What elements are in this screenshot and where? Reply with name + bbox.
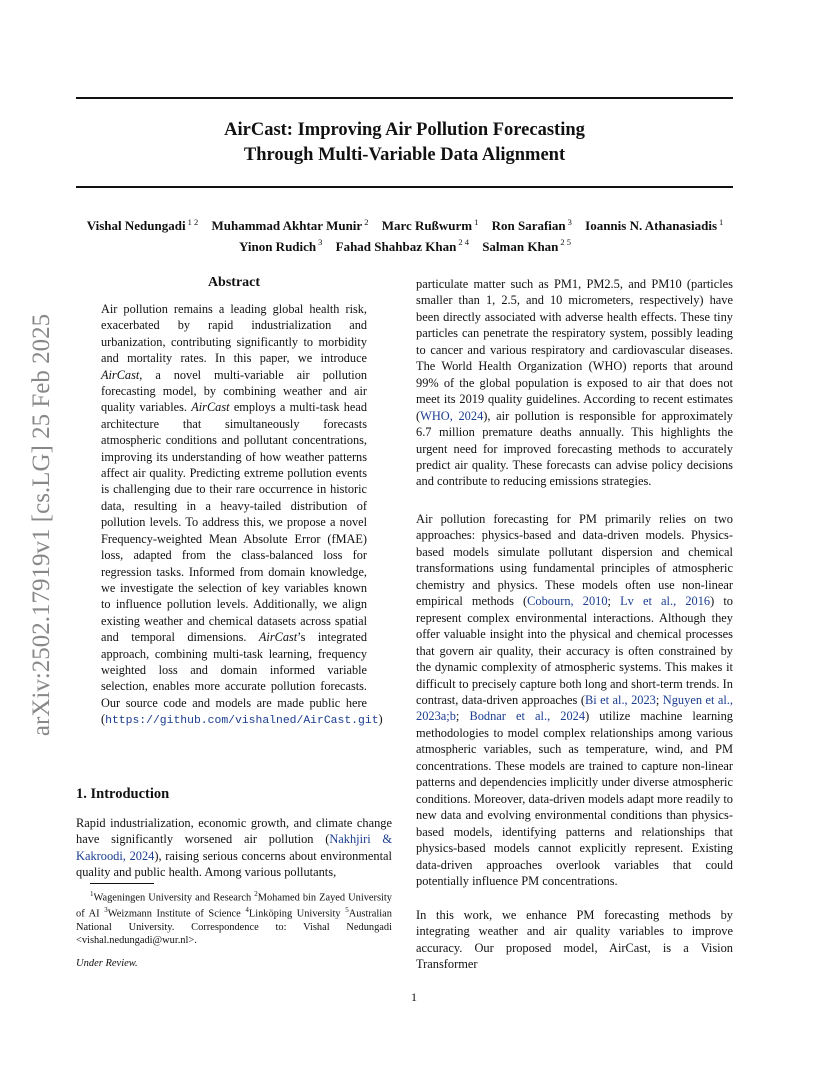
abstract-part: employs a multi-task head architecture that simultaneously forecasts atmospheric conditions and pollutant concentrations, improving its understanding of how weather patterns affect air quality. Predicting extreme pollution events is challenging due to their rare occurrence in historic data, resulting in a heavy-tailed distribution of pollution levels. To address this, we propose a novel Frequency-weighted Mean Absolute Error (fMAE) loss, adapted from the class-balanced loss for regression tasks. Informed from domain knowledge, we investigate the selection of key variables known to influence pollution levels. Additionally, we align existing weather and chemical datasets across spatial and temporal dimensions. <box>101 400 367 645</box>
author-affiliation: 2 5 <box>560 237 572 248</box>
author <box>585 218 723 233</box>
section-heading-introduction: 1. Introduction <box>76 786 170 802</box>
citation-link[interactable]: Cobourn, 2010 <box>527 594 608 609</box>
abstract-heading: Abstract <box>207 275 261 290</box>
title-bottom-rule <box>76 186 733 188</box>
model-name: AirCast <box>258 630 298 645</box>
arxiv-stamp-text: arXiv:2502.17919v1 [cs.LG] 25 Feb 2025 <box>28 313 55 737</box>
author <box>382 218 479 233</box>
model-name: AirCast <box>191 400 230 415</box>
author <box>482 239 571 254</box>
citation-link[interactable]: Lv et al., 2016 <box>620 594 711 609</box>
citation-link[interactable]: Bodnar et al., 2024 <box>469 709 586 724</box>
paragraph: In this work, we enhance PM forecasting methods by integrating weather and air quality variables to improve accuracy. Our proposed model, AirCast, is a Vision Transformer <box>416 908 733 972</box>
author-name: Marc Rußwurm <box>381 218 473 234</box>
author-affiliation: 1 <box>474 217 479 227</box>
author-affiliation: 2 4 <box>458 237 469 248</box>
footnote-rule <box>90 883 154 884</box>
author <box>87 218 198 233</box>
intro-part: ), raising serious concerns about environmental quality and public health. Among various pollutants, <box>76 848 392 880</box>
affiliations-footnote: $^1$Wageningen University and Research $^2$Mohamed bin Zayed University of AI $^3$Weizmann Institute of Science $^4$Linköping University $^5$Australian National University. Correspondence to: Vishal Nedungadi <vishal.nedungadi@wur.nl>. <box>76 890 392 946</box>
paragraph: Air pollution forecasting for PM primarily relies on two approaches: physics-based and data-driven models. Physics-based models simulate pollutant dispersion and chemical transformations using fundamental principles of atmospheric chemistry and physics. These models often use non-linear empirical methods (Cobourn, 2010; Lv et al., 2016) to represent complex environmental interactions. Although they offer valuable insight into the physical and chemical processes that govern air quality, their accuracy is often constrained by the dynamic complexity of atmospheric systems. This makes it difficult to precisely capture both long and short-term trends. In contrast, data-driven approaches (Bi et al., 2023; Nguyen et al., 2023a;b; Bodnar et al., 2024) utilize machine learning methodologies to model complex relationships among various atmospheric variables, such as temperature, wind, and PM concentrations. These models are trained to capture non-linear patterns and dependencies implicitly under diverse atmospheric conditions. Moreover, data-driven models adapt more readily to new data and evolving environmental conditions than physics-based models, identifying patterns and relationships that physics-based models cannot explicitly represent. Existing data-driven approaches overlook variables that could potentially influence PM concentrations. <box>416 512 733 888</box>
model-name: AirCast <box>101 367 140 382</box>
author-name: Vishal Nedungadi <box>86 218 186 234</box>
introduction-text <box>76 815 392 881</box>
author-name: Yinon Rudich <box>238 238 317 254</box>
author-name: Salman Khan <box>482 238 559 254</box>
abstract-part: Air pollution remains a leading global health risk, exacerbated by rapid industrialization and urbanization, contributing significantly to morbidity and mortality rates. In this paper, we introduce <box>101 302 367 366</box>
author-list <box>60 214 750 255</box>
author-affiliation: 2 <box>364 217 369 227</box>
author-name: Ron Sarafian <box>491 218 566 234</box>
paragraph: particulate matter such as PM1, PM2.5, and PM10 (particles smaller than 1, 2.5, and 10 micrometers, respectively) have been directly associated with adverse health effects. These tiny particles can penetrate the respiratory system, possibly leading to cancer and various respiratory and cardiovascular diseases. The World Health Organization (WHO) reports that around 99% of the global population is exposed to air that does not meet its 2019 quality guidelines. According to recent estimates (WHO, 2024), air pollution is responsible for approximately 6.7 million premature deaths annually. This highlights the urgent need for improved forecasting methods to accurately predict air quality. These forecasts can advise policy decisions and contribute to reducing emissions strategies. <box>416 277 733 489</box>
paper-title <box>76 118 733 168</box>
author <box>492 218 572 233</box>
author-affiliation: 3 <box>567 217 572 227</box>
author-name: Muhammad Akhtar Munir <box>211 218 363 234</box>
abstract-part: , a novel multi-variable air pollution forecasting model, by combining weather and air quality variables. <box>101 367 367 415</box>
abstract-part: ’s integrated approach, combining multi-task learning, frequency weighted loss and domain informed variable selection, enables more accurate pollution forecasts. Our source code and models are made public here ( <box>101 630 367 727</box>
top-rule <box>76 97 733 99</box>
citation-link[interactable]: WHO, 2024 <box>420 408 484 423</box>
author-affiliation: 3 <box>318 237 323 248</box>
abstract-part: ) <box>378 712 383 727</box>
author-name: Ioannis N. Athanasiadis <box>585 218 718 234</box>
author-affiliation: 1 2 <box>187 217 199 227</box>
source-code-link[interactable]: https://github.com/vishalned/AirCast.git <box>105 715 379 728</box>
page-number: 1 <box>411 990 417 1004</box>
abstract-text <box>101 301 383 730</box>
citation-link[interactable]: Nakhjiri & Kakroodi, 2024 <box>76 832 392 863</box>
author <box>211 218 368 233</box>
author <box>239 239 322 254</box>
title-line-1: AirCast: Improving Air Pollution Forecasting <box>224 120 585 140</box>
author <box>336 239 469 254</box>
author-name: Fahad Shahbaz Khan <box>335 238 457 254</box>
author-affiliation: 1 <box>719 217 724 227</box>
title-line-2: Through Multi-Variable Data Alignment <box>243 145 566 165</box>
citation-link[interactable]: Bi et al., 2023 <box>584 692 656 707</box>
under-review-note: Under Review. <box>76 958 138 969</box>
intro-part: Rapid industrialization, economic growth, and climate change have significantly worsened air pollution ( <box>76 816 392 847</box>
citation-link[interactable]: Nguyen et al., 2023a;b <box>416 692 733 724</box>
